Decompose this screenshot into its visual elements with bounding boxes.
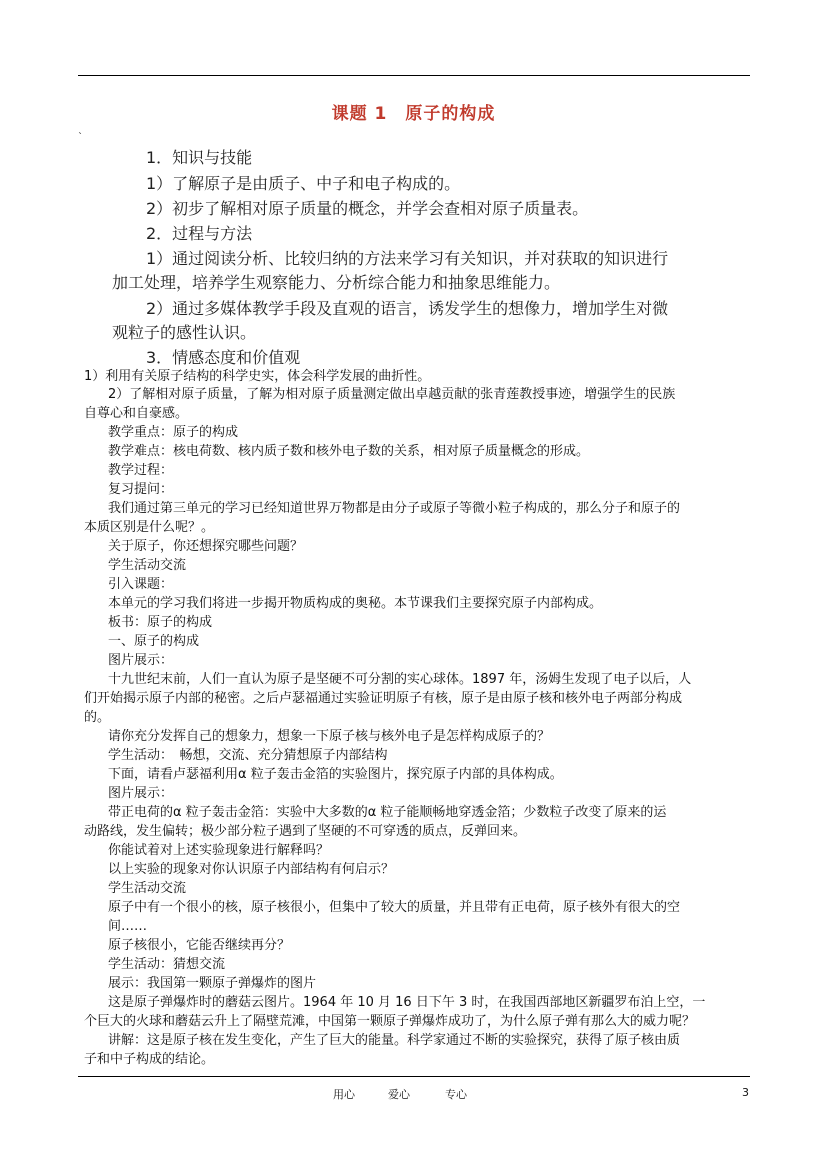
body-line: 本质区别是什么呢？。: [84, 520, 215, 535]
body-line: 图片展示：: [108, 653, 174, 668]
body-line: 教学过程：: [108, 463, 174, 478]
body-line: 引入课题：: [108, 577, 174, 592]
body-line: 展示：我国第一颗原子弹爆炸的图片: [108, 976, 317, 991]
objective-line: 加工处理，培养学生观察能力、分析综合能力和抽象思维能力。: [112, 273, 561, 292]
body-line: 原子中有一个很小的核，原子核很小，但集中了较大的质量，并且带有正电荷，原子核外有很大的空: [108, 900, 681, 915]
body-line: 1）利用有关原子结构的科学史实，体会科学发展的曲折性。: [84, 369, 431, 384]
lesson-title: 课题 1 原子的构成: [331, 104, 496, 124]
body-line: 一、原子的构成: [108, 634, 200, 649]
body-line: 十九世纪末前，人们一直认为原子是坚硬不可分割的实心球体。1897 年，汤姆生发现了电子以后，人: [108, 672, 692, 687]
body-line: 复习提问：: [108, 482, 174, 497]
objective-line: 2．过程与方法: [146, 224, 253, 243]
body-line: 讲解：这是原子核在发生变化，产生了巨大的能量。科学家通过不断的实验探究，获得了原子核由质: [108, 1033, 681, 1048]
body-line: 这是原子弹爆炸时的蘑菇云图片。1964 年 10 月 16 日下午 3 时，在我国西部地区新疆罗布泊上空，一: [108, 995, 706, 1010]
body-line: 教学重点：原子的构成: [108, 425, 239, 440]
body-line: 动路线，发生偏转；极少部分粒子遇到了坚硬的不可穿透的质点，反弹回来。: [84, 824, 527, 839]
body-line: 们开始揭示原子内部的秘密。之后卢瑟福通过实验证明原子有核，原子是由原子核和核外电子两部分构成: [84, 691, 683, 706]
stray-mark: `: [78, 132, 83, 143]
body-line: 我们通过第三单元的学习已经知道世界万物都是由分子或原子等微小粒子构成的，那么分子和原子的: [108, 501, 681, 516]
body-line: 下面，请看卢瑟福利用α 粒子轰击金箔的实验图片，探究原子内部的具体构成。: [108, 767, 563, 782]
body-line: 学生活动交流: [108, 881, 187, 896]
body-line: 自尊心和自豪感。: [84, 406, 189, 421]
body-line: 2）了解相对原子质量，了解为相对原子质量测定做出卓越贡献的张青莲教授事迹，增强学生的民族: [108, 387, 676, 402]
footer-motto: 用心: [333, 1088, 355, 1101]
objective-line: 1）通过阅读分析、比较归纳的方法来学习有关知识，并对获取的知识进行: [146, 249, 669, 268]
body-line: 个巨大的火球和蘑菇云升上了隔壁荒滩，中国第一颗原子弹爆炸成功了，为什么原子弹有那么大的威力呢？: [84, 1014, 696, 1029]
objective-line: 2）初步了解相对原子质量的概念，并学会查相对原子质量表。: [146, 199, 589, 218]
header-rule: [78, 75, 750, 76]
body-line: 子和中子构成的结论。: [84, 1052, 215, 1067]
body-line: 图片展示：: [108, 786, 174, 801]
footer-motto: 专心: [445, 1088, 467, 1101]
body-line: 以上实验的现象对你认识原子内部结构有何启示？: [108, 862, 395, 877]
body-line: 板书：原子的构成: [108, 615, 213, 630]
objective-line: 1．知识与技能: [146, 148, 253, 167]
page-number: 3: [742, 1086, 749, 1099]
body-line: 学生活动：猜想交流: [108, 957, 226, 972]
objective-line: 2）通过多媒体教学手段及直观的语言，诱发学生的想像力，增加学生对微: [146, 299, 669, 318]
body-line: 学生活动： 畅想，交流、充分猜想原子内部结构: [108, 748, 388, 763]
body-line: 你能试着对上述实验现象进行解释吗？: [108, 843, 330, 858]
body-line: 教学难点：核电荷数、核内质子数和核外电子数的关系，相对原子质量概念的形成。: [108, 444, 590, 459]
objective-line: 1）了解原子是由质子、中子和电子构成的。: [146, 174, 461, 193]
body-line: 间……: [108, 919, 148, 934]
footer-motto: 爱心: [388, 1088, 410, 1101]
body-line: 本单元的学习我们将进一步揭开物质构成的奥秘。本节课我们主要探究原子内部构成。: [108, 596, 603, 611]
body-line: 原子核很小，它能否继续再分？: [108, 938, 291, 953]
body-line: 请你充分发挥自己的想象力，想象一下原子核与核外电子是怎样构成原子的？: [108, 729, 551, 744]
footer-rule: [78, 1076, 750, 1077]
body-line: 关于原子，你还想探究哪些问题？: [108, 539, 304, 554]
objective-line: 3．情感态度和价值观: [146, 348, 301, 367]
body-line: 带正电荷的α 粒子轰击金箔：实验中大多数的α 粒子能顺畅地穿透金箔；少数粒子改变了原来的运: [108, 805, 667, 820]
objective-line: 观粒子的感性认识。: [112, 323, 257, 342]
body-line: 的。: [84, 710, 111, 725]
body-line: 学生活动交流: [108, 558, 187, 573]
